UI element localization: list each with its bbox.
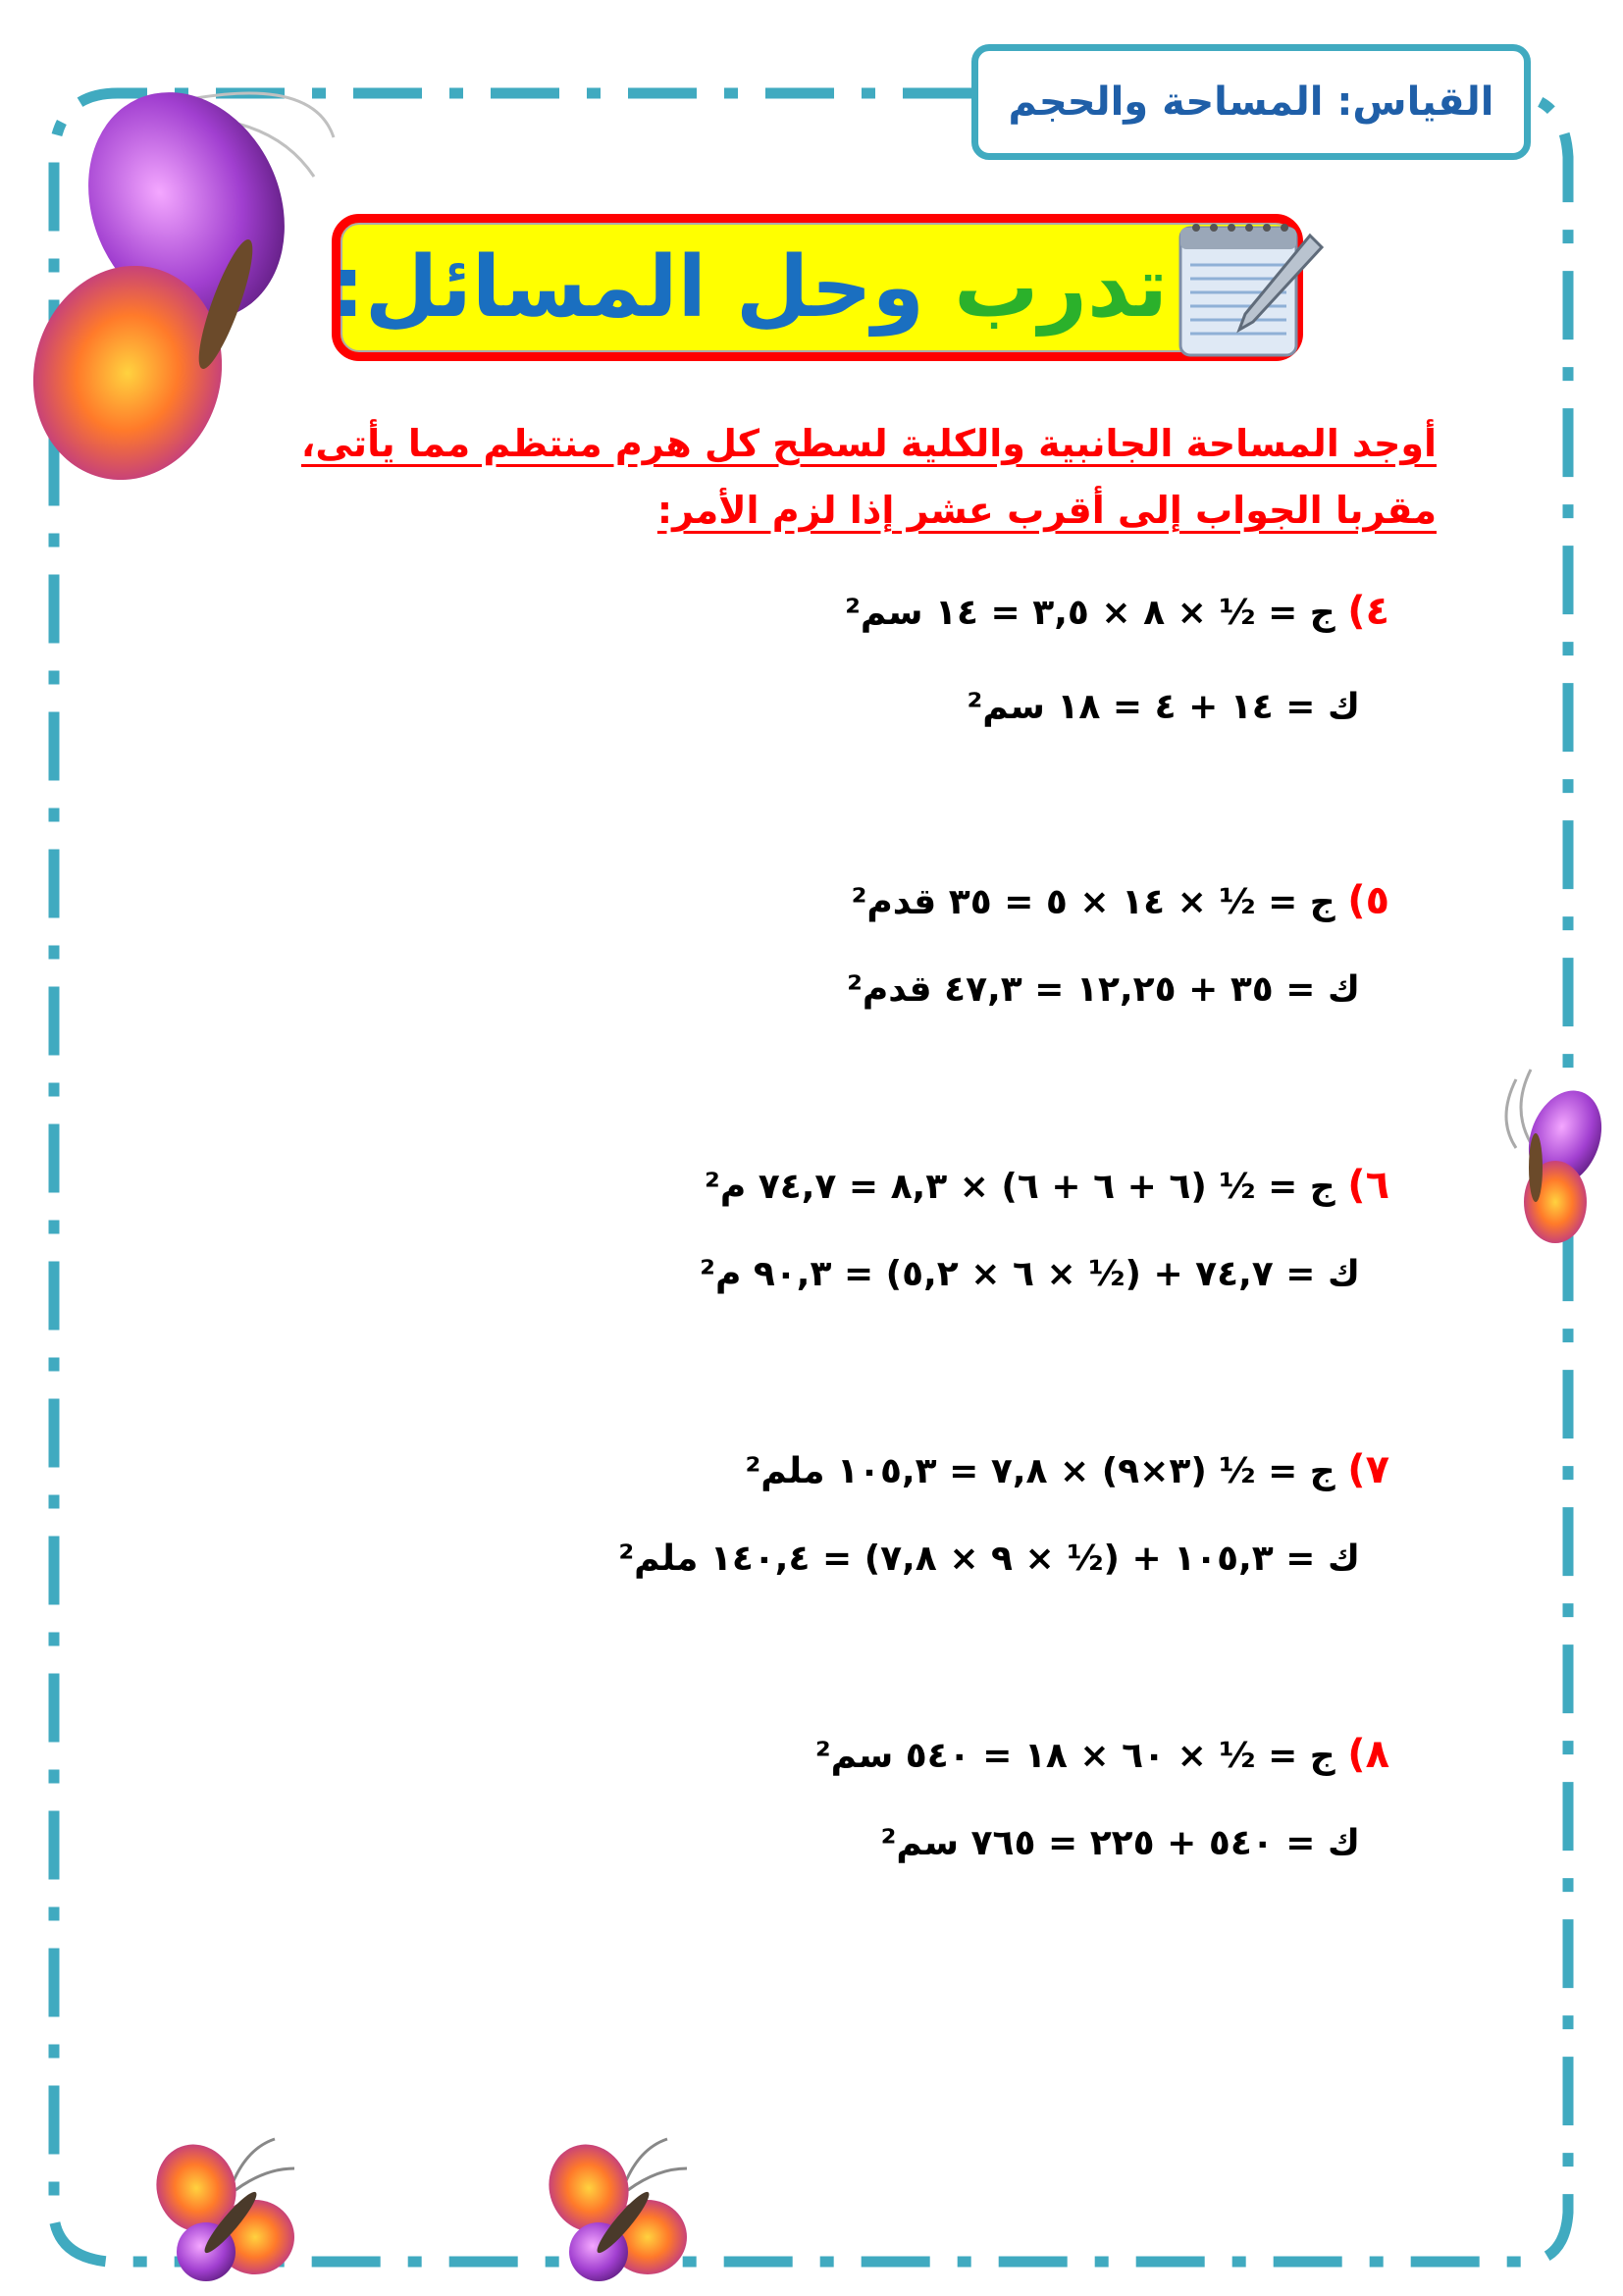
problem-number: ٤) [1347, 589, 1389, 634]
problem-8-total [881, 1823, 1360, 1863]
butterfly-decoration [1477, 1060, 1604, 1256]
total-area: ك = ٥٤٠ + ٢٢٥ = ٧٦٥ سم² [880, 1823, 1360, 1863]
total-area: ك = ١٤ + ٤ = ١٨ سم² [967, 687, 1360, 727]
problem-4-lateral [845, 589, 1389, 634]
exercise-instruction: أوجد المساحة الجانبية والكلية لسطح كل هرم منتظم مما يأتى، مقربا الجواب إلى أقرب عشر إذا لزم الأمر: [300, 422, 1437, 532]
lateral-area: ج = ½ × ١٤ × ٥ = ٣٥ قدم² [851, 882, 1335, 922]
banner-word-solve: وحل المسائل: [331, 238, 925, 337]
chapter-title: القياس: المساحة والحجم [1008, 79, 1494, 125]
butterfly-decoration [530, 2129, 707, 2296]
banner-title [331, 224, 1168, 351]
problem-6-lateral [705, 1163, 1389, 1208]
banner-word-practice: تدرب [954, 238, 1168, 337]
chapter-header [971, 44, 1531, 160]
butterfly-decoration [137, 2129, 314, 2296]
problem-4-total [967, 687, 1360, 727]
problem-number: ٧) [1347, 1447, 1389, 1492]
problem-7-total [618, 1539, 1360, 1579]
lateral-area: ج = ½ (٦ + ٦ + ٦) × ٨,٣ = ٧٤,٧ م² [705, 1167, 1335, 1207]
problem-7-lateral [746, 1447, 1389, 1492]
problem-5-lateral [852, 878, 1389, 923]
total-area: ك = ٣٥ + ١٢,٢٥ = ٤٧,٣ قدم² [847, 969, 1360, 1010]
butterfly-decoration [20, 59, 373, 491]
notepad-pen-icon [1163, 206, 1330, 373]
problem-number: ٥) [1347, 878, 1389, 923]
lateral-area: ج = ½ × ٦٠ × ١٨ = ٥٤٠ سم² [814, 1736, 1335, 1776]
problem-number: ٦) [1347, 1163, 1389, 1208]
problem-8-lateral [815, 1732, 1389, 1777]
problem-number: ٨) [1347, 1732, 1389, 1777]
lateral-area: ج = ½ (٣×٩) × ٧,٨ = ١٠٥,٣ ملم² [745, 1451, 1335, 1491]
problem-5-total [847, 969, 1360, 1010]
lateral-area: ج = ½ × ٨ × ٣,٥ = ١٤ سم² [845, 593, 1335, 633]
total-area: ك = ١٠٥,٣ + (½ × ٩ × ٧,٨) = ١٤٠,٤ ملم² [618, 1539, 1360, 1579]
problem-6-total [700, 1254, 1360, 1294]
total-area: ك = ٧٤,٧ + (½ × ٦ × ٥,٢) = ٩٠,٣ م² [700, 1254, 1360, 1294]
